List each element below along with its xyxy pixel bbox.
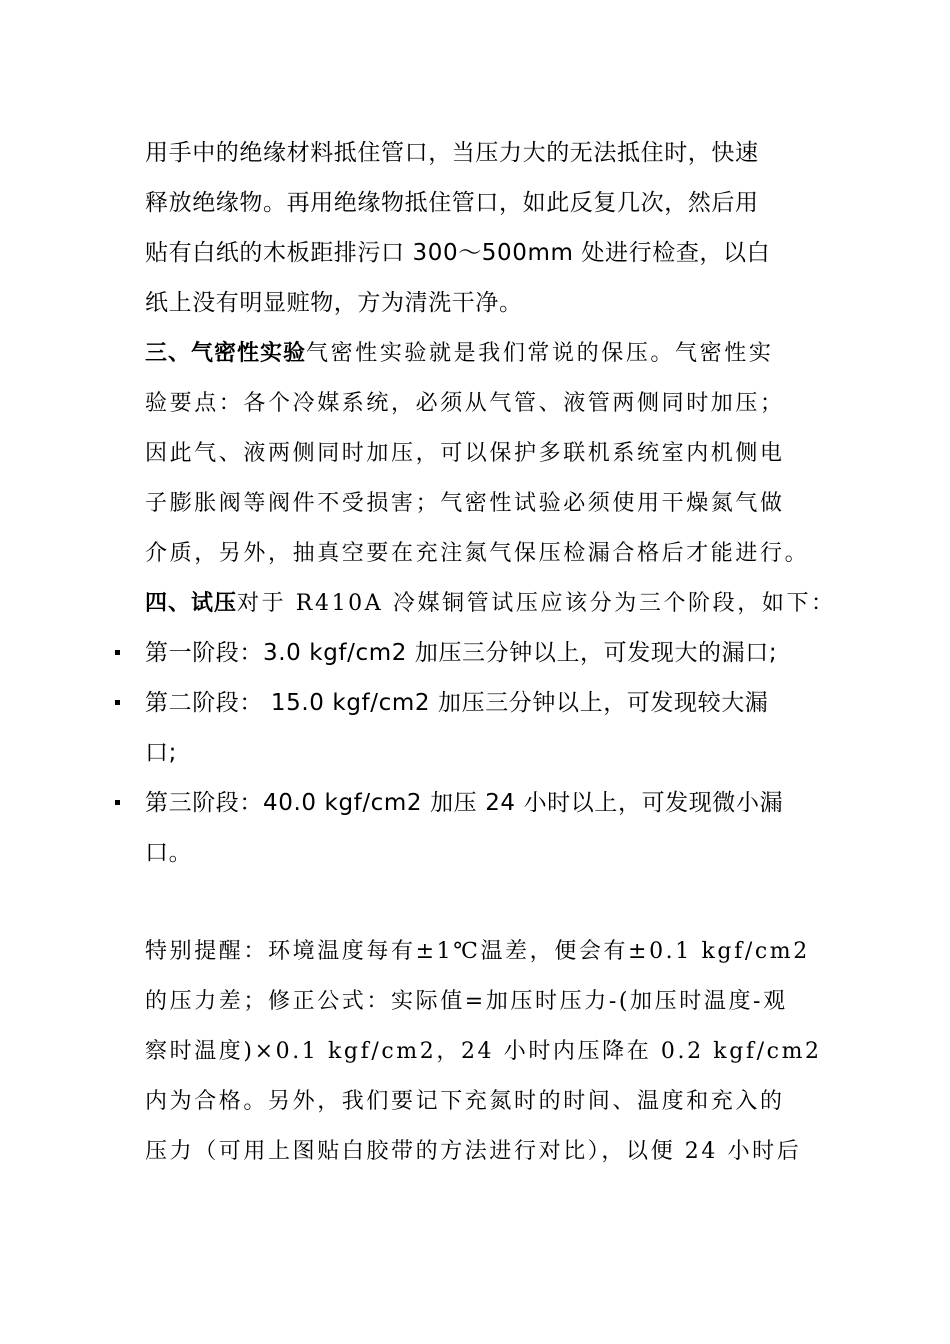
- text-line: 的压力差；修正公式：实际值=加压时压力-(加压时温度-观: [145, 989, 788, 1014]
- text-line: 第二阶段： 15.0 kgf/cm2 加压三分钟以上，可发现较大漏: [145, 690, 769, 716]
- text-line: 三、气密性实验气密性实验就是我们常说的保压。气密性实: [145, 341, 774, 366]
- text-line: 口。: [145, 840, 193, 866]
- text-line: 贴有白纸的木板距排污口 300～500mm 处进行检查，以白: [145, 240, 771, 266]
- text-line: 察时温度)×0.1 kgf/cm2，24 小时内压降在 0.2 kgf/cm2: [145, 1039, 822, 1064]
- text-line: 因此气、液两侧同时加压，可以保护多联机系统室内机侧电: [145, 441, 785, 466]
- text-line: 用手中的绝缘材料抵住管口，当压力大的无法抵住时，快速: [145, 140, 759, 166]
- section-heading: 四、试压: [145, 591, 238, 616]
- text-line: 第一阶段：3.0 kgf/cm2 加压三分钟以上，可发现大的漏口;: [145, 640, 778, 666]
- text-line: 四、试压对于 R410A 冷媒铜管试压应该分为三个阶段，如下：: [145, 591, 836, 616]
- bullet-icon: [115, 650, 120, 655]
- text-line: 内为合格。另外，我们要记下充氮时的时间、温度和充入的: [145, 1089, 785, 1114]
- bullet-icon: [115, 700, 120, 705]
- text-line: 验要点：各个冷媒系统，必须从气管、液管两侧同时加压；: [145, 391, 785, 416]
- section-heading: 三、气密性实验: [145, 341, 307, 366]
- text-line: 特别提醒：环境温度每有±1℃温差，便会有±0.1 kgf/cm2: [145, 939, 810, 964]
- text-line: 子膨胀阀等阀件不受损害；气密性试验必须使用干燥氮气做: [145, 491, 785, 516]
- text-line: 压力（可用上图贴白胶带的方法进行对比），以便 24 小时后: [145, 1139, 802, 1164]
- text-line: 介质，另外，抽真空要在充注氮气保压检漏合格后才能进行。: [145, 541, 810, 566]
- text-line: 释放绝缘物。再用绝缘物抵住管口，如此反复几次，然后用: [145, 190, 759, 216]
- bullet-icon: [115, 800, 120, 805]
- text-line: 口;: [145, 740, 177, 766]
- text-line: 第三阶段：40.0 kgf/cm2 加压 24 小时以上，可发现微小漏: [145, 790, 784, 816]
- text-line: 纸上没有明显赃物，方为清洗干净。: [145, 290, 523, 316]
